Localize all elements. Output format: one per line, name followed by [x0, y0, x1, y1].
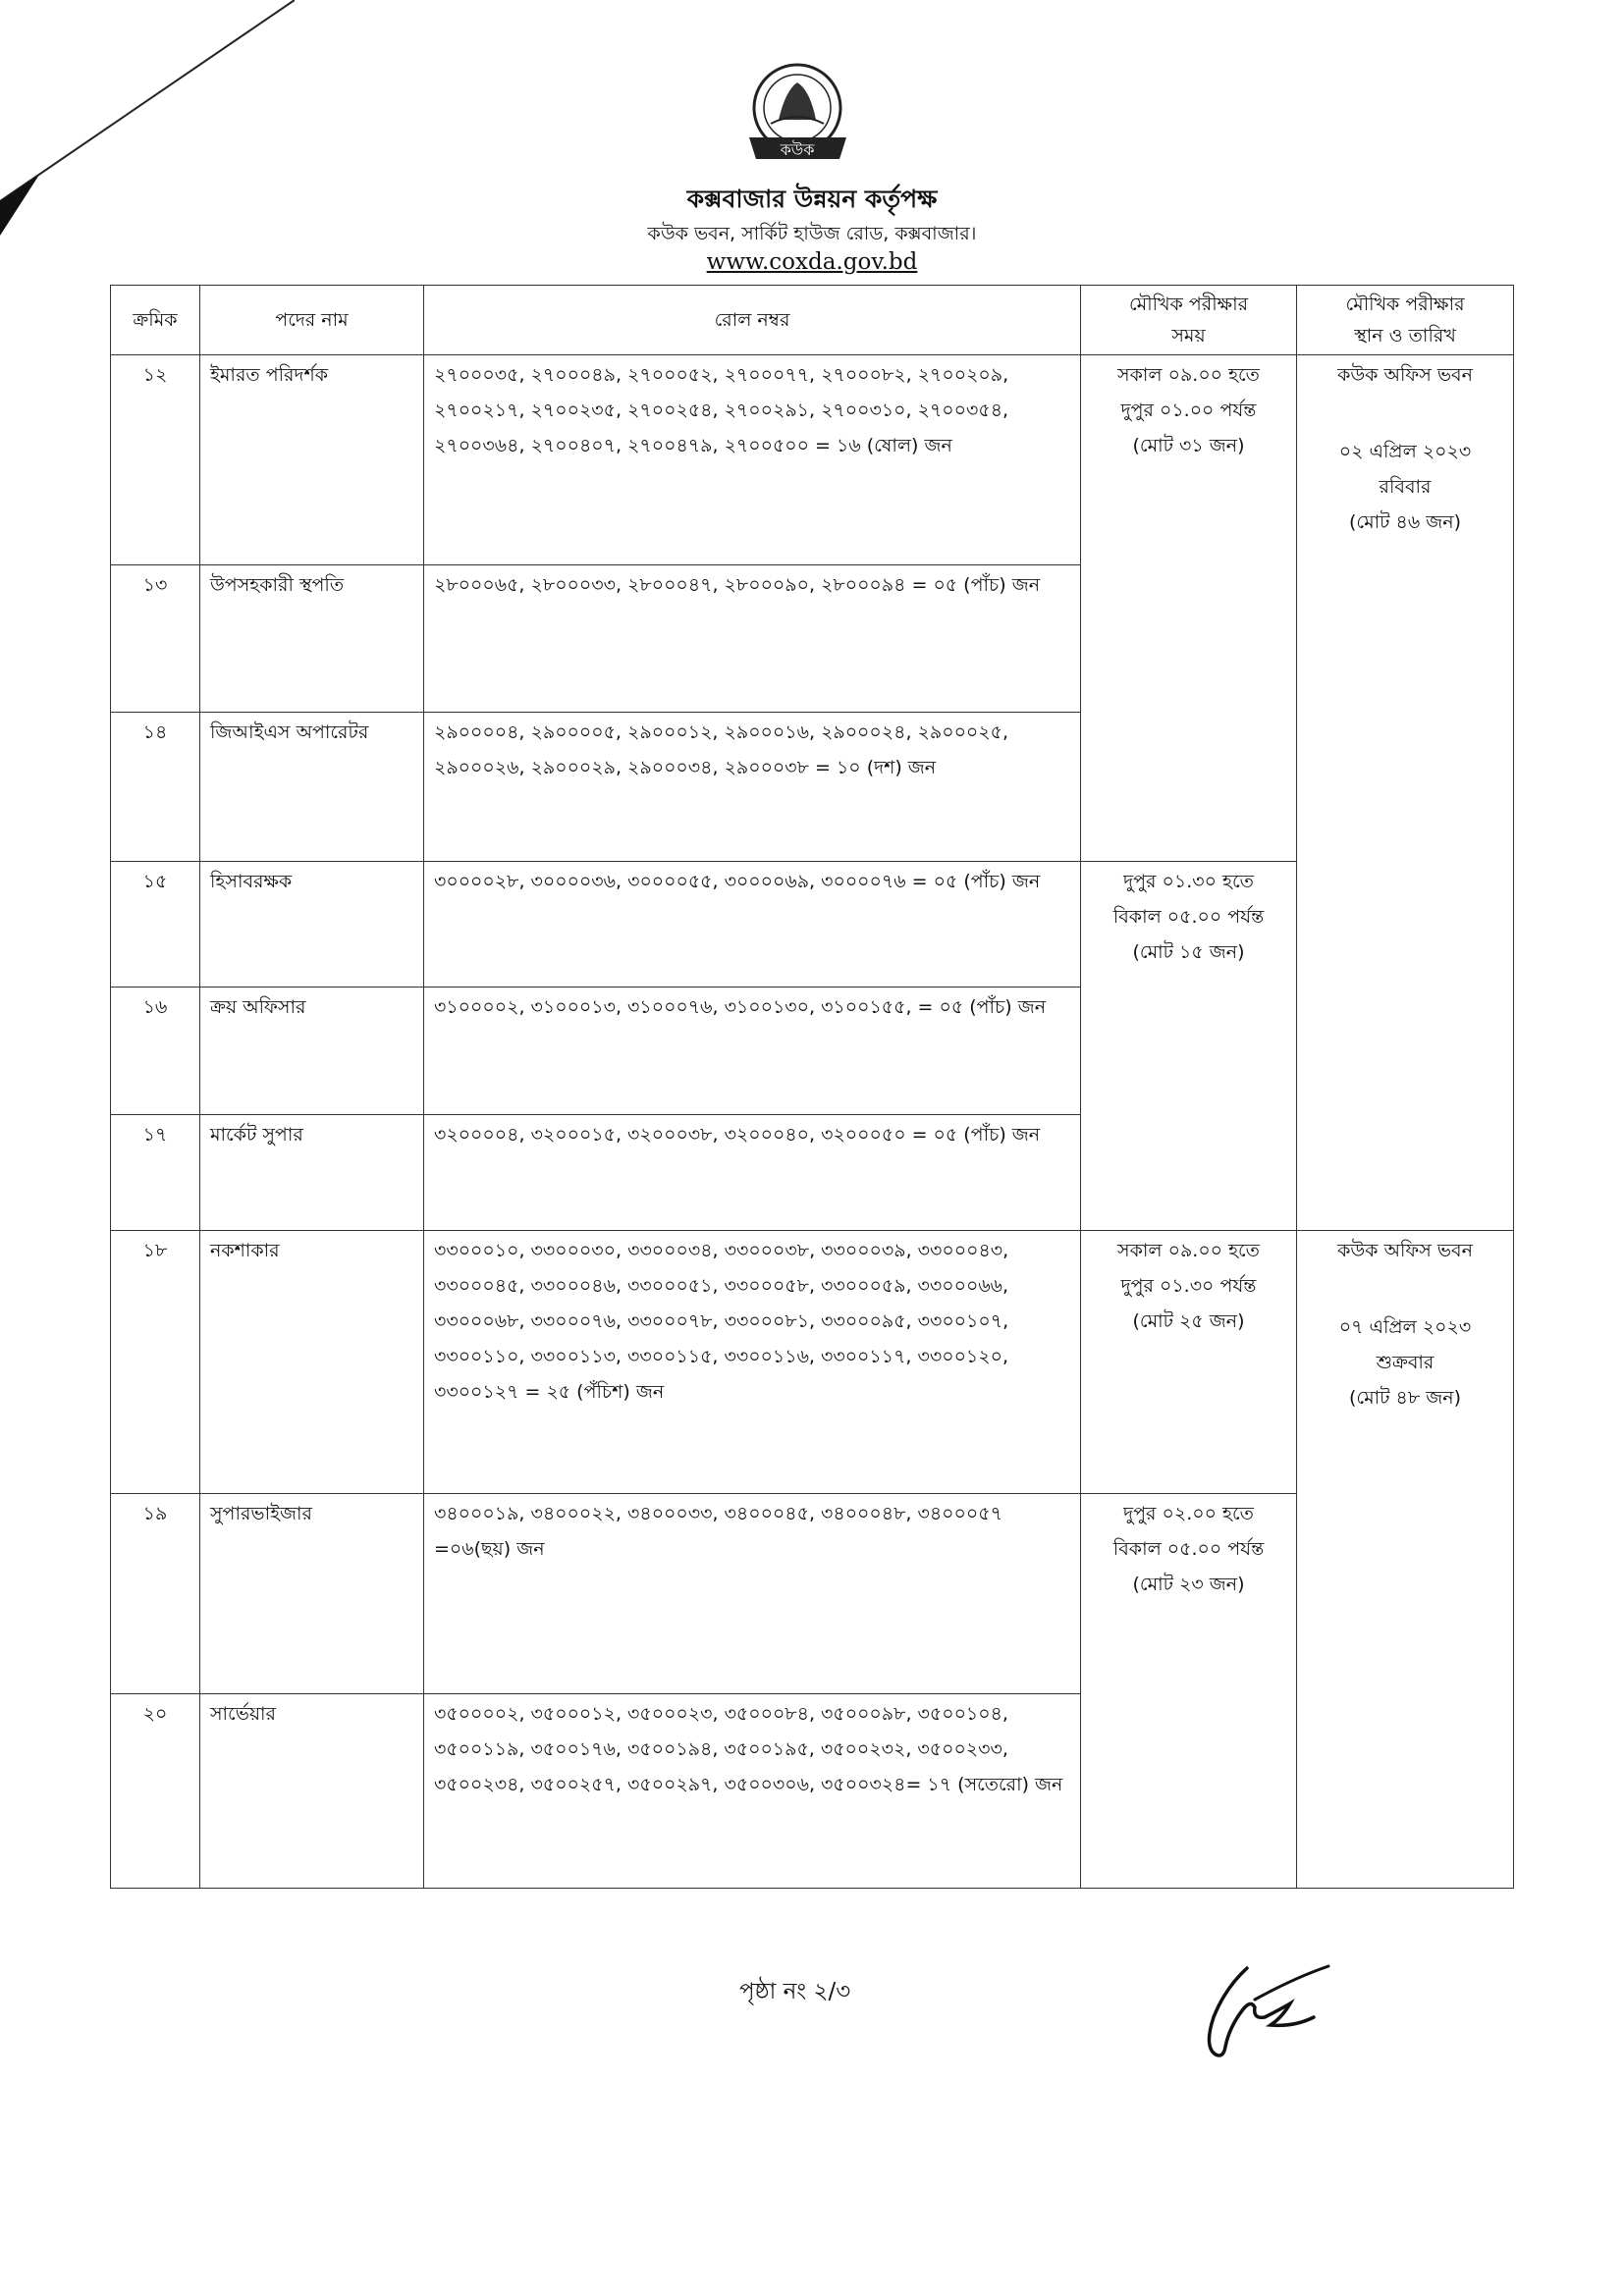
page-number: পৃষ্ঠা নং ২/৩ — [739, 1979, 851, 2004]
time-total: (মোট ৩১ জন) — [1132, 435, 1245, 456]
row-roll-numbers: ৩১০০০০২, ৩১০০০১৩, ৩১০০০৭৬, ৩১০০১৩০, ৩১০০১৫৫, = ০৫ (পাঁচ) জন — [424, 988, 1081, 1115]
coxda-logo-icon — [741, 61, 854, 169]
time-line: সকাল ০৯.০০ হতে — [1117, 364, 1260, 386]
header-viva-venue — [1297, 286, 1514, 355]
row-post-name: উপসহকারী স্থপতি — [200, 565, 424, 713]
row-post-name: ক্রয় অফিসার — [200, 988, 424, 1115]
row-serial: ১৮ — [111, 1231, 200, 1494]
time-line: বিকাল ০৫.০০ পর্যন্ত — [1112, 906, 1265, 928]
row-roll-numbers: ৩৫০০০০২, ৩৫০০০১২, ৩৫০০০২৩, ৩৫০০০৮৪, ৩৫০০০৯৮, ৩৫০০১০৪, ৩৫০০১১৯, ৩৫০০১৭৬, ৩৫০০১৯৪, ৩৫০০১৯৫, ৩৫০০২৩২, ৩৫০০২৩৩, ৩৫০০২৩৪, ৩৫০০২৫৭, ৩৫০০২৯৭, ৩৫০০৩০৬, ৩৫০০৩২৪= ১৭ (সতেরো) জন — [424, 1694, 1081, 1889]
header-viva-time-line1: মৌখিক পরীক্ষার — [1128, 294, 1249, 315]
venue-place: কউক অফিস ভবন — [1337, 364, 1473, 386]
row-post-name: ইমারত পরিদর্শক — [200, 355, 424, 565]
venue-total: (মোট ৪৬ জন) — [1348, 511, 1462, 533]
row-serial: ১৯ — [111, 1494, 200, 1694]
time-line: দুপুর ০১.০০ পর্যন্ত — [1120, 400, 1257, 421]
row-roll-numbers: ৩০০০০২৮, ৩০০০০৩৬, ৩০০০০৫৫, ৩০০০০৬৯, ৩০০০০৭৬ = ০৫ (পাঁচ) জন — [424, 862, 1081, 988]
row-roll-numbers: ২৯০০০০৪, ২৯০০০০৫, ২৯০০০১২, ২৯০০০১৬, ২৯০০০২৪, ২৯০০০২৫, ২৯০০০২৬, ২৯০০০২৯, ২৯০০০৩৪, ২৯০০০৩৮ = ১০ (দশ) জন — [424, 713, 1081, 862]
row-serial: ১৬ — [111, 988, 200, 1115]
header-viva-venue-line2: স্থান ও তারিখ — [1354, 325, 1456, 347]
time-line: সকাল ০৯.০০ হতে — [1117, 1240, 1260, 1261]
header-post-name: পদের নাম — [200, 286, 424, 355]
time-line: বিকাল ০৫.০০ পর্যন্ত — [1112, 1538, 1265, 1560]
row-post-name: সার্ভেয়ার — [200, 1694, 424, 1889]
table-row — [111, 355, 1514, 565]
row-serial: ১৪ — [111, 713, 200, 862]
organization-website-link[interactable]: www.coxda.gov.bd — [706, 249, 918, 275]
time-total: (মোট ২৫ জন) — [1132, 1310, 1245, 1332]
row-serial: ১৭ — [111, 1115, 200, 1231]
row-serial: ২০ — [111, 1694, 200, 1889]
viva-schedule-table — [110, 285, 1514, 1889]
row-roll-numbers: ২৭০০০৩৫, ২৭০০০৪৯, ২৭০০০৫২, ২৭০০০৭৭, ২৭০০০৮২, ২৭০০২০৯, ২৭০০২১৭, ২৭০০২৩৫, ২৭০০২৫৪, ২৭০০২৯১, ২৭০০৩১০, ২৭০০৩৫৪, ২৭০০৩৬৪, ২৭০০৪০৭, ২৭০০৪৭৯, ২৭০০৫০০ = ১৬ (ষোল) জন — [424, 355, 1081, 565]
time-total: (মোট ২৩ জন) — [1132, 1574, 1245, 1595]
header-viva-time-line2: সময় — [1171, 325, 1206, 347]
table-header-row — [111, 286, 1514, 355]
row-roll-numbers: ৩২০০০০৪, ৩২০০০১৫, ৩২০০০৩৮, ৩২০০০৪০, ৩২০০০৫০ = ০৫ (পাঁচ) জন — [424, 1115, 1081, 1231]
viva-time-group-3 — [1081, 1231, 1297, 1494]
time-line: দুপুর ০১.৩০ হতে — [1123, 871, 1254, 892]
header-viva-venue-line1: মৌখিক পরীক্ষার — [1345, 294, 1465, 315]
row-serial: ১৩ — [111, 565, 200, 713]
time-total: (মোট ১৫ জন) — [1132, 941, 1245, 963]
row-post-name: নকশাকার — [200, 1231, 424, 1494]
venue-place: কউক অফিস ভবন — [1337, 1240, 1473, 1261]
row-roll-numbers: ৩৩০০০১০, ৩৩০০০৩০, ৩৩০০০৩৪, ৩৩০০০৩৮, ৩৩০০০৩৯, ৩৩০০০৪৩, ৩৩০০০৪৫, ৩৩০০০৪৬, ৩৩০০০৫১, ৩৩০০০৫৮, ৩৩০০০৫৯, ৩৩০০০৬৬, ৩৩০০০৬৮, ৩৩০০০৭৬, ৩৩০০০৭৮, ৩৩০০০৮১, ৩৩০০০৯৫, ৩৩০০১০৭, ৩৩০০১১০, ৩৩০০১১৩, ৩৩০০১১৫, ৩৩০০১১৬, ৩৩০০১১৭, ৩৩০০১২০, ৩৩০০১২৭ = ২৫ (পঁচিশ) জন — [424, 1231, 1081, 1494]
row-serial: ১৫ — [111, 862, 200, 988]
row-post-name: হিসাবরক্ষক — [200, 862, 424, 988]
time-line: দুপুর ০২.০০ হতে — [1123, 1503, 1254, 1524]
viva-time-group-4 — [1081, 1494, 1297, 1889]
organization-address: কউক ভবন, সার্কিট হাউজ রোড, কক্সবাজার। — [647, 223, 977, 244]
table-row — [111, 1231, 1514, 1494]
row-post-name: সুপারভাইজার — [200, 1494, 424, 1694]
venue-total: (মোট ৪৮ জন) — [1348, 1387, 1462, 1409]
row-post-name: মার্কেট সুপার — [200, 1115, 424, 1231]
venue-date: ০৭ এপ্রিল ২০২৩ — [1338, 1316, 1472, 1338]
row-roll-numbers: ৩৪০০০১৯, ৩৪০০০২২, ৩৪০০০৩৩, ৩৪০০০৪৫, ৩৪০০০৪৮, ৩৪০০০৫৭ =০৬(ছয়) জন — [424, 1494, 1081, 1694]
time-line: দুপুর ০১.৩০ পর্যন্ত — [1120, 1275, 1257, 1297]
viva-venue-group-1 — [1297, 355, 1514, 1231]
header-serial: ক্রমিক — [111, 286, 200, 355]
row-post-name: জিআইএস অপারেটর — [200, 713, 424, 862]
venue-day: রবিবার — [1379, 476, 1432, 498]
viva-time-group-1 — [1081, 355, 1297, 862]
organization-name: কক্সবাজার উন্নয়ন কর্তৃপক্ষ — [686, 185, 938, 213]
logo-text: কউক — [780, 140, 815, 159]
row-roll-numbers: ২৮০০০৬৫, ২৮০০০৩৩, ২৮০০০৪৭, ২৮০০০৯০, ২৮০০০৯৪ = ০৫ (পাঁচ) জন — [424, 565, 1081, 713]
header-viva-time — [1081, 286, 1297, 355]
viva-venue-group-2 — [1297, 1231, 1514, 1889]
venue-date: ০২ এপ্রিল ২০২৩ — [1338, 441, 1472, 462]
handwritten-signature-icon — [1196, 1949, 1333, 2066]
viva-time-group-2 — [1081, 862, 1297, 1231]
header-roll-number: রোল নম্বর — [424, 286, 1081, 355]
venue-day: শুক্রবার — [1376, 1352, 1435, 1373]
row-serial: ১২ — [111, 355, 200, 565]
